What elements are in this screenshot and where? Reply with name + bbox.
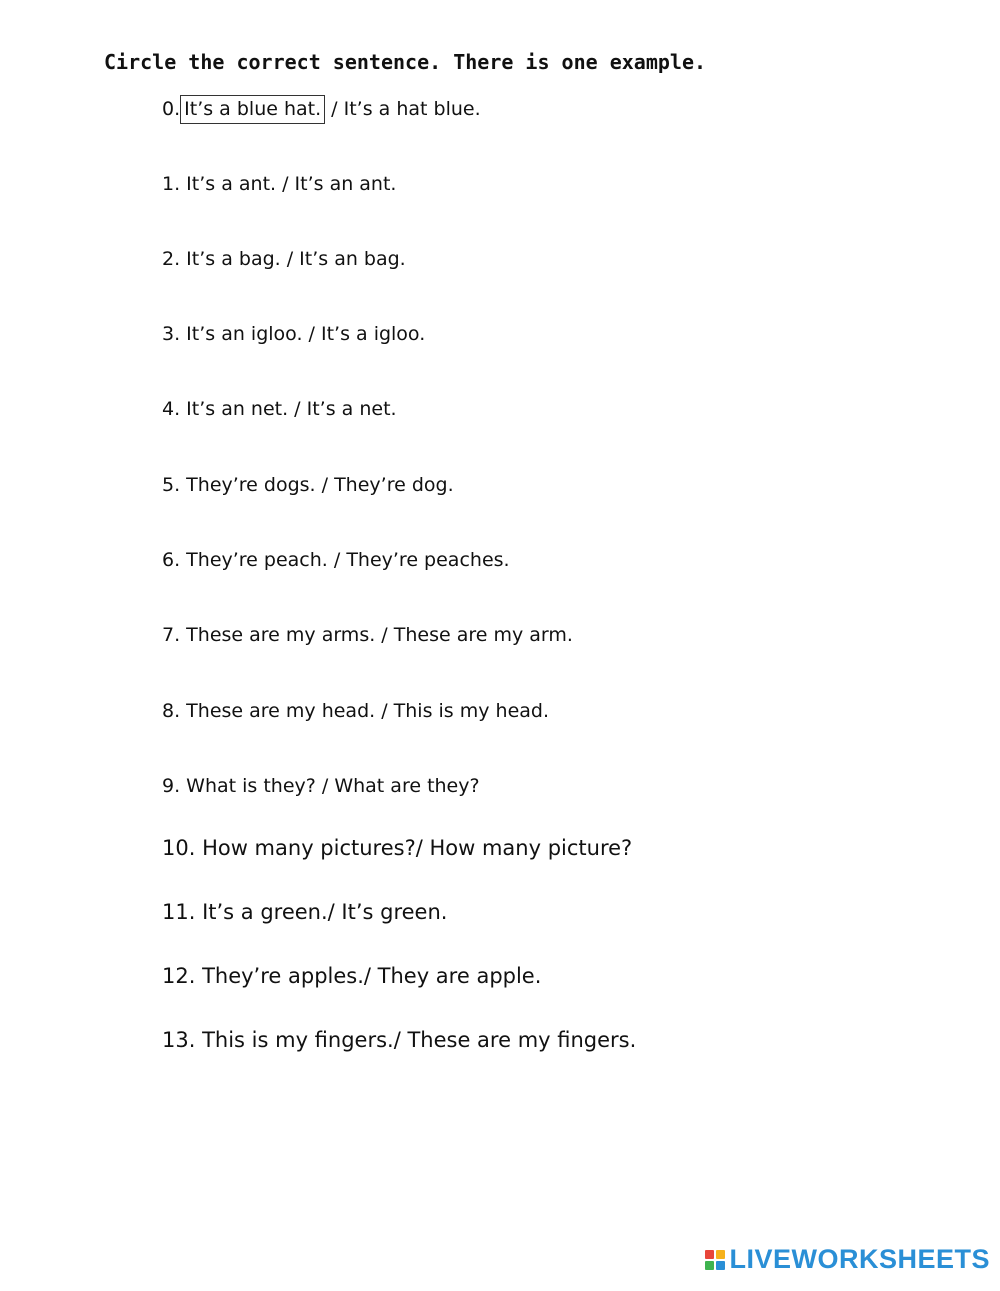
example-answer-box xyxy=(180,95,325,124)
question-item-7[interactable]: 7. These are my arms. / These are my arm. xyxy=(162,624,573,646)
liveworksheets-logo-icon xyxy=(705,1250,725,1270)
logo-block-yellow xyxy=(716,1250,725,1259)
logo-block-blue xyxy=(716,1261,725,1270)
example-answer-text: It’s a blue hat. xyxy=(184,98,322,120)
question-item-1[interactable]: 1. It’s a ant. / It’s an ant. xyxy=(162,173,397,195)
question-item-8[interactable]: 8. These are my head. / This is my head. xyxy=(162,700,549,722)
question-item-4[interactable]: 4. It’s an net. / It’s a net. xyxy=(162,398,397,420)
logo-block-red xyxy=(705,1250,714,1259)
question-item-3[interactable]: 3. It’s an igloo. / It’s a igloo. xyxy=(162,323,426,345)
liveworksheets-logo xyxy=(705,1244,990,1275)
question-item-12[interactable]: 12. They’re apples./ They are apple. xyxy=(162,964,542,988)
example-rest: / It’s a hat blue. xyxy=(325,98,481,120)
logo-block-green xyxy=(705,1261,714,1270)
question-item-13[interactable]: 13. This is my fingers./ These are my fingers. xyxy=(162,1028,637,1052)
example-number: 0. xyxy=(162,98,181,120)
logo-text: LIVEWORKSHEETS xyxy=(729,1244,990,1274)
question-item-6[interactable]: 6. They’re peach. / They’re peaches. xyxy=(162,549,510,571)
question-item-2[interactable]: 2. It’s a bag. / It’s an bag. xyxy=(162,248,406,270)
question-item-10[interactable]: 10. How many pictures?/ How many picture? xyxy=(162,836,633,860)
question-item-5[interactable]: 5. They’re dogs. / They’re dog. xyxy=(162,474,454,496)
question-item-9[interactable]: 9. What is they? / What are they? xyxy=(162,775,480,797)
instructions-heading: Circle the correct sentence. There is one example. xyxy=(104,50,707,74)
question-item-11[interactable]: 11. It’s a green./ It’s green. xyxy=(162,900,448,924)
example-item xyxy=(162,95,481,124)
